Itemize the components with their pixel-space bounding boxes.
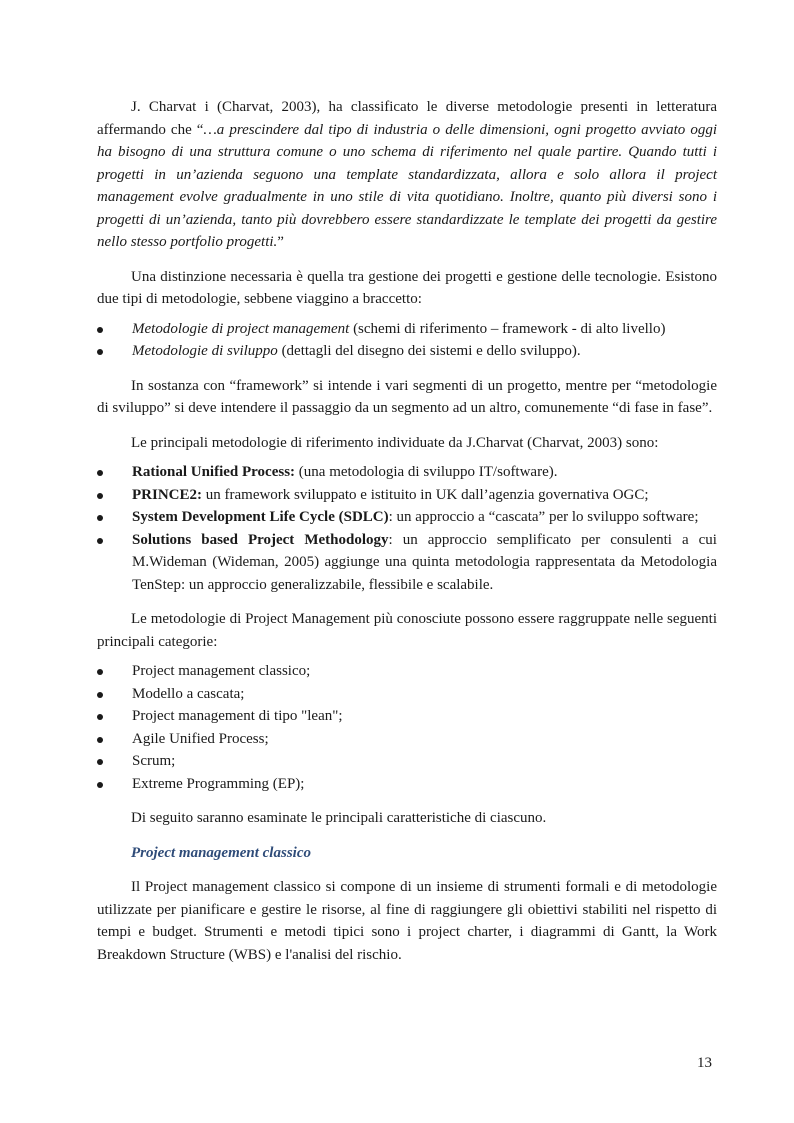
bullet-icon (97, 669, 103, 675)
list-item-text: Scrum; (132, 753, 176, 769)
list-item (97, 728, 717, 751)
list-item-desc: (una metodologia di sviluppo IT/software). (295, 464, 558, 480)
list-item-term: Metodologie di project management (132, 320, 350, 337)
list-item (97, 750, 717, 773)
bullet-icon (97, 493, 103, 499)
list-item-term: Metodologie di sviluppo (132, 343, 278, 359)
list-item-desc: : un approccio a “cascata” per lo sviluppo software; (388, 509, 699, 525)
quote-text: …a prescindere dal tipo di industria o delle dimensioni, ogni progetto avviato oggi ha bisogno di una struttura comune o uno schema di riferimento nel quale partire. Quando tutti i progetti in un’azienda seguono una template standardizzata, allora e solo allora il project management evolve gradualmente in uno stile di vita quotidiano. Inoltre, quanto più diversi sono i progetti di un’azienda, tanto più dovrebbero essere standardizzate le template dei progetti da gestire nello stesso portfolio progetti. (97, 121, 718, 250)
list-item (97, 705, 717, 728)
list-item-term: System Development Life Cycle (SDLC) (132, 509, 389, 525)
bullet-icon (97, 692, 103, 698)
paragraph-charvat-quote (97, 96, 717, 254)
paragraph-categorie: Le metodologie di Project Management più conosciute possono essere raggruppate nelle seguenti principali categorie: (97, 611, 717, 650)
methodology-types-list (97, 318, 717, 363)
list-item-text: Modello a cascata; (132, 685, 245, 702)
document-page (97, 96, 717, 966)
list-item (97, 484, 717, 507)
bullet-icon (97, 737, 103, 743)
list-item-text: Project management classico; (132, 663, 311, 679)
bullet-icon (97, 327, 103, 333)
bullet-icon (97, 714, 103, 720)
list-item-desc: un framework sviluppato e istituito in UK dall’agenzia governativa OGC; (202, 486, 649, 503)
list-item (97, 660, 717, 683)
list-item-term: Solutions based Project Methodology (132, 531, 389, 548)
list-item-desc: (schemi di riferimento – framework - di alto livello) (349, 320, 666, 337)
reference-methodologies-list (97, 461, 717, 596)
list-item-term: PRINCE2: (132, 486, 202, 503)
paragraph-distinction: Una distinzione necessaria è quella tra gestione dei progetti e gestione delle tecnologie. Esistono due tipi di metodologie, sebbene viaggino a braccetto: (97, 268, 717, 307)
page-number: 13 (697, 1055, 712, 1071)
list-item-desc: (dettagli del disegno dei sistemi e dello sviluppo). (277, 343, 581, 359)
paragraph-pm-classico: Il Project management classico si compone di un insieme di strumenti formali e di metodologie utilizzate per pianificare e gestire le risorse, al fine di raggiungere gli obiettivi stabiliti nel rispetto di tempi e budget. Strumenti e metodi tipici sono i project charter, i diagrammi di Gantt, la Work Breakdown Structure (WBS) e l'analisi del rischio. (97, 879, 717, 963)
list-item-text: Project management di tipo "lean"; (132, 708, 343, 724)
paragraph-framework: In sostanza con “framework” si intende i vari segmenti di un progetto, mentre per “metodologie di sviluppo” si deve intendere il passaggio da un segmento ad un altro, comunemente “di fase in fase”. (97, 377, 717, 416)
list-item (97, 461, 717, 484)
paragraph-di-seguito: Di seguito saranno esaminate le principali caratteristiche di ciascuno. (131, 810, 547, 826)
bullet-icon (97, 515, 103, 521)
section-heading: Project management classico (131, 844, 311, 861)
list-item (97, 683, 717, 706)
list-item (97, 773, 717, 796)
list-item (97, 506, 717, 529)
list-item-desc: : un approccio semplificato per consulenti a cui M.Wideman (Wideman, 2005) aggiunge una quinta metodologia rappresentata da Metodologia TenStep: un approccio generalizzabile, flessibile e scalabile. (132, 531, 717, 593)
bullet-icon (97, 759, 103, 765)
pm-categories-list (97, 660, 717, 795)
bullet-icon (97, 538, 103, 544)
list-item-text: Extreme Programming (EP); (132, 775, 305, 792)
list-item-text: Agile Unified Process; (132, 730, 269, 747)
bullet-icon (97, 349, 103, 355)
quote-lead: J. Charvat i (Charvat, 2003), ha classificato le diverse metodologie presenti in letteratura affermando che “ (97, 99, 717, 138)
list-item (97, 340, 717, 363)
list-item (97, 318, 717, 341)
paragraph-principali: Le principali metodologie di riferimento individuate da J.Charvat (Charvat, 2003) sono: (131, 434, 659, 451)
bullet-icon (97, 470, 103, 476)
list-item (97, 529, 717, 597)
bullet-icon (97, 782, 103, 788)
list-item-term: Rational Unified Process: (132, 464, 296, 480)
quote-close: ” (277, 234, 284, 250)
